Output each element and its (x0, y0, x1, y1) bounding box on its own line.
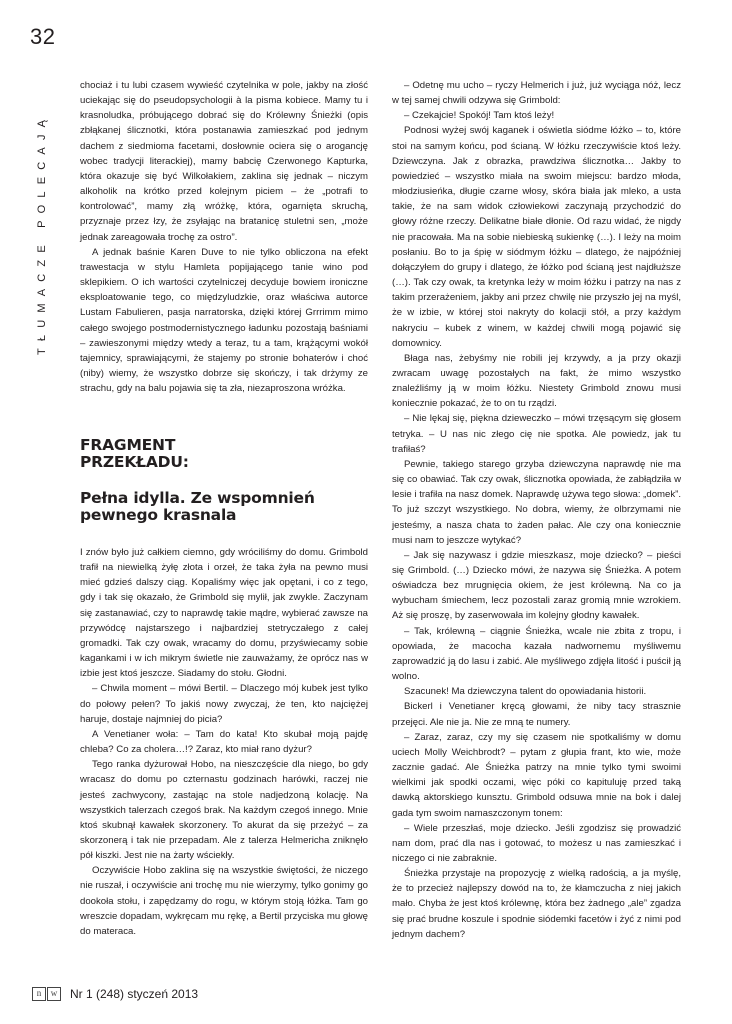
excerpt-title: Pełna idylla. Ze wspomnień pewnego krasnala (80, 489, 315, 524)
right-paragraph: Śnieżka przystaje na propozycję z wielką radością, a ja myślę, że to przecież najlepszy dowód na to, że kłamczucha z niej jakich mało. Chyba że jest ktoś królewnę, która bez żadnego „ale” zgadza się prać brudne koszule i spodnie siódemki facetów i żyć z nimi pod jednym dachem? (392, 868, 681, 940)
story-paragraph: Tego ranka dyżurował Hobo, na nieszczęście dla niego, bo gdy wracasz do domu po czternastu godzinach harówki, raczej nie jesteś zachwycony, zastając na stole nadjedzoną kolację. Na wszystkich talerzach czegoś brak. Na każdym czegoś innego. Mnie ktoś skubnął kawałek skorzonery. To akurat da się przeżyć – za skorzonerą i tak nie przepadam. Ale z talerza Helmericha zniknęło pół kiszki. Jest nie na żarty wściekły. (80, 759, 368, 862)
footer (32, 987, 198, 1001)
story-paragraph: – Chwila moment – mówi Bertil. – Dlaczego mój kubek jest tylko do połowy pełen? To jakiś nowy zwyczaj, że ten, kto najciężej haruje, dostaje najmniej do picia? (80, 683, 368, 725)
intro-paragraph-2: A jednak baśnie Karen Duve to nie tylko obliczona na efekt trawestacja w stylu Hamleta popijającego tanie wino pod sklepikiem. O ich wartości czytelniczej decyduje bowiem ironiczne eksploatowanie tego, co międzyludzkie, oraz właściwa autorce Lustam Fabulieren, pasja narratorska, dzięki której Grrrimm mimo całego swojego postmodernistycznego ładunku pozostają baśniami – zawieszonymi między wtedy a teraz, tu a tam, krążącymi wokół tajemnicy, sprawiającymi, że stajemy po stronie bohaterów i choć (niby) wiemy, że wszystko dobrze się skończy, i tak drżymy ze strachu, gdy na balu pojawia się ta zła, niezaproszona wróżka. (80, 246, 368, 395)
fragment-heading: FRAGMENT PRZEKŁADU: (80, 436, 189, 471)
right-paragraph: – Zaraz, zaraz, czy my się czasem nie spotkaliśmy w domu uciech Molly Weichbrodt? – pytam z głupia frant, kto wie, może zacznie gadać. Ale Śnieżka patrzy na mnie tylko tymi swoimi wielkimi jak spodki oczami, więc póki co kapituluję przed taką dawką aktorskiego kunsztu. Grimbold odsuwa mnie na bok i dalej gada tym swoim namaszczonym tonem: (392, 731, 681, 819)
logo-letter-n: n (32, 987, 46, 1001)
section-side-label: TŁUMACZE POLECAJĄ (36, 112, 48, 355)
page-number: 32 (30, 24, 56, 49)
right-paragraph: Pewnie, takiego starego grzyba dziewczyna naprawdę nie ma się co obawiać. Tak czy owak, ślicznotka opowiada, że zabłądziła w lesie i trafiła na nasz domek. Naprawdę używa tego słowa: „domek”. To już szczyt wszystkiego. No dobra, wiemy, że olbrzymami nie jesteśmy, a nasza chata to żaden pałac. Ale czy ona koniecznie musi nam to jeszcze wytykać? (392, 458, 682, 546)
right-paragraph: – Nie lękaj się, piękna dzieweczko – mówi trzęsącym się głosem tetryka. – U nas nic złego cię nie spotka. Ale powiedz, jak tu trafiłaś? (392, 413, 681, 455)
left-column-intro (80, 78, 368, 396)
right-paragraph: – Odetnę mu ucho – ryczy Helmerich i już, już wyciąga nóż, lecz w tej samej chwili odzywa się Grimbold: (392, 80, 681, 107)
intro-paragraph-1: chociaż i tu lubi czasem wywieść czytelnika w pole, jakby na złość uciekając się do pseudopsychologii à la pisma kobiece. Mamy tu i krasnoludka, próbującego dobrać się do Królewny Śnieżki (opis zbłąkanej ślicznotki, która postanawia zamieszkać pod jednym dachem z siedmioma facetami, dosłownie ociera się o arogancję wobec tradycji literackiej), mamy babcię Czerwonego Kapturka, która okazuje się być Wilkołakiem, zaklina się jednak – niczym alkoholik na krótko przed kolejnym piciem – że „potrafi to kontrolować”, mamy złą wróżkę, która, ogarnięta skruchą, przyznaje przez łzy, że zsyłając na bratanicę stuletni sen, „może jednak zareagowała trochę za ostro”. (80, 80, 368, 243)
right-paragraph: Bickerl i Venetianer kręcą głowami, że niby tacy strasznie przejęci. Ale nie ja. Nie ze mną te numery. (392, 701, 681, 728)
issue-info: Nr 1 (248) styczeń 2013 (70, 987, 199, 1001)
right-paragraph: – Jak się nazywasz i gdzie mieszkasz, moje dziecko? – pieści się Grimbold. (…) Dziecko mówi, że nazywa się Śnieżka. A potem oświadcza bez mrugnięcia okiem, że jest królewną. Na co ja wybucham śmiechem, lecz pozostali zaraz gromią mnie wzrokiem. Aż się proszę, by zaserwowała im kolejny głodny kawałek. (392, 549, 681, 622)
left-column-story (80, 545, 368, 939)
right-paragraph: – Tak, królewną – ciągnie Śnieżka, wcale nie zbita z tropu, i opowiada, że macocha kazała nadwornemu myśliwemu zaprowadzić ją do lasu i zabić. Ale myśliwego zdjęła litość i puścił ją wolno. (392, 625, 681, 683)
magazine-logo (32, 987, 62, 1001)
right-paragraph: – Wiele przeszłaś, moje dziecko. Jeśli zgodzisz się prowadzić nam dom, prać dla nas i gotować, to możesz u nas zamieszkać i niczego ci nie zabraknie. (392, 822, 681, 864)
right-paragraph: Podnosi wyżej swój kaganek i oświetla siódme łóżko – to, które stoi na samym końcu, pod ścianą. W łóżku rzeczywiście ktoś leży. Dziewczyna. Jak z obrazka, prawdziwa ślicznotka… Jakby to powiedzieć – wszystko miała na swoim miejscu: bardzo młoda, młodziusieńka, długie czarne włosy, skóra biała jak mleko, a usta takie, że na sam widok człowiekowi zaczynają przychodzić do głowy różne rzeczy. Delikatne białe dłonie. Od razu widać, że nigdy nie pracowała. Ma na sobie niebieską sukienkę (…). I leży na moim posłaniu. Bo to ja śpię w siódmym łóżku – dlatego, że najpóźniej dołączyłem do grupy i dlatego, że łóżko pod ścianą jest najdłuższe (…). Tak czy owak, ta kretynka leży w moim łóżku i patrzy na nas z takim przerażeniem, jakby ani przez chwilę nie przyszło jej na myśl, że w izbie, w której stoi nakryty do kolacji stół, a przy każdym nakryciu – kubek z winem, w każdej chwili mogą pojawić się domownicy. (392, 125, 681, 349)
logo-letter-w: w (47, 987, 61, 1001)
right-column (392, 78, 681, 942)
right-paragraph: Błaga nas, żebyśmy nie robili jej krzywdy, a ja przy okazji zwracam uwagę pozostałych na fakt, że mimo wszystko znaleźliśmy ją w moim łóżku. Niestety Grimbold znowu musi koniecznie pokazać, że to on tu rządzi. (392, 352, 681, 410)
story-paragraph: A Venetianer woła: – Tam do kata! Kto skubał moją pajdę chleba? Co za cholera…!? Zaraz, kto miał rano dyżur? (80, 728, 368, 756)
right-paragraph: – Czekajcie! Spokój! Tam ktoś leży! (404, 110, 555, 122)
story-paragraph: Oczywiście Hobo zaklina się na wszystkie świętości, że niczego nie ruszał, i oczywiście ani trochę mu nie wierzymy, tylko gonimy go dookoła stołu, i zapędzamy do rogu, w którym stoją łóżka. Tam go wreszcie dopadam, wykręcam mu rękę, a Bertil przyciska mu głowę do materaca. (80, 865, 368, 937)
right-paragraph: Szacunek! Ma dziewczyna talent do opowiadania historii. (404, 686, 647, 698)
story-paragraph: I znów było już całkiem ciemno, gdy wróciliśmy do domu. Grimbold trafił na niewielką żyłę złota i orzeł, że taka żyła na pewno musi mieć gdzieś dalszy ciąg. Kopaliśmy więc jak opętani, i co z tego, gdy i tak się okazało, że Grimbold się mylił, jak zwykle. Zaczynam się zastanawiać, czy to naprawdę takie mądre, wybierać zawsze na przywódcę najstarszego i najbardziej stetryczałego z całej gromadki. Tak czy owak, wracamy do domu, przyświecamy sobie kagankami i w ich mikrym świetle nie zauważamy, że oprócz nas w izbie jest ktoś jeszcze. Siadamy do stołu. Głodni. (80, 547, 368, 680)
